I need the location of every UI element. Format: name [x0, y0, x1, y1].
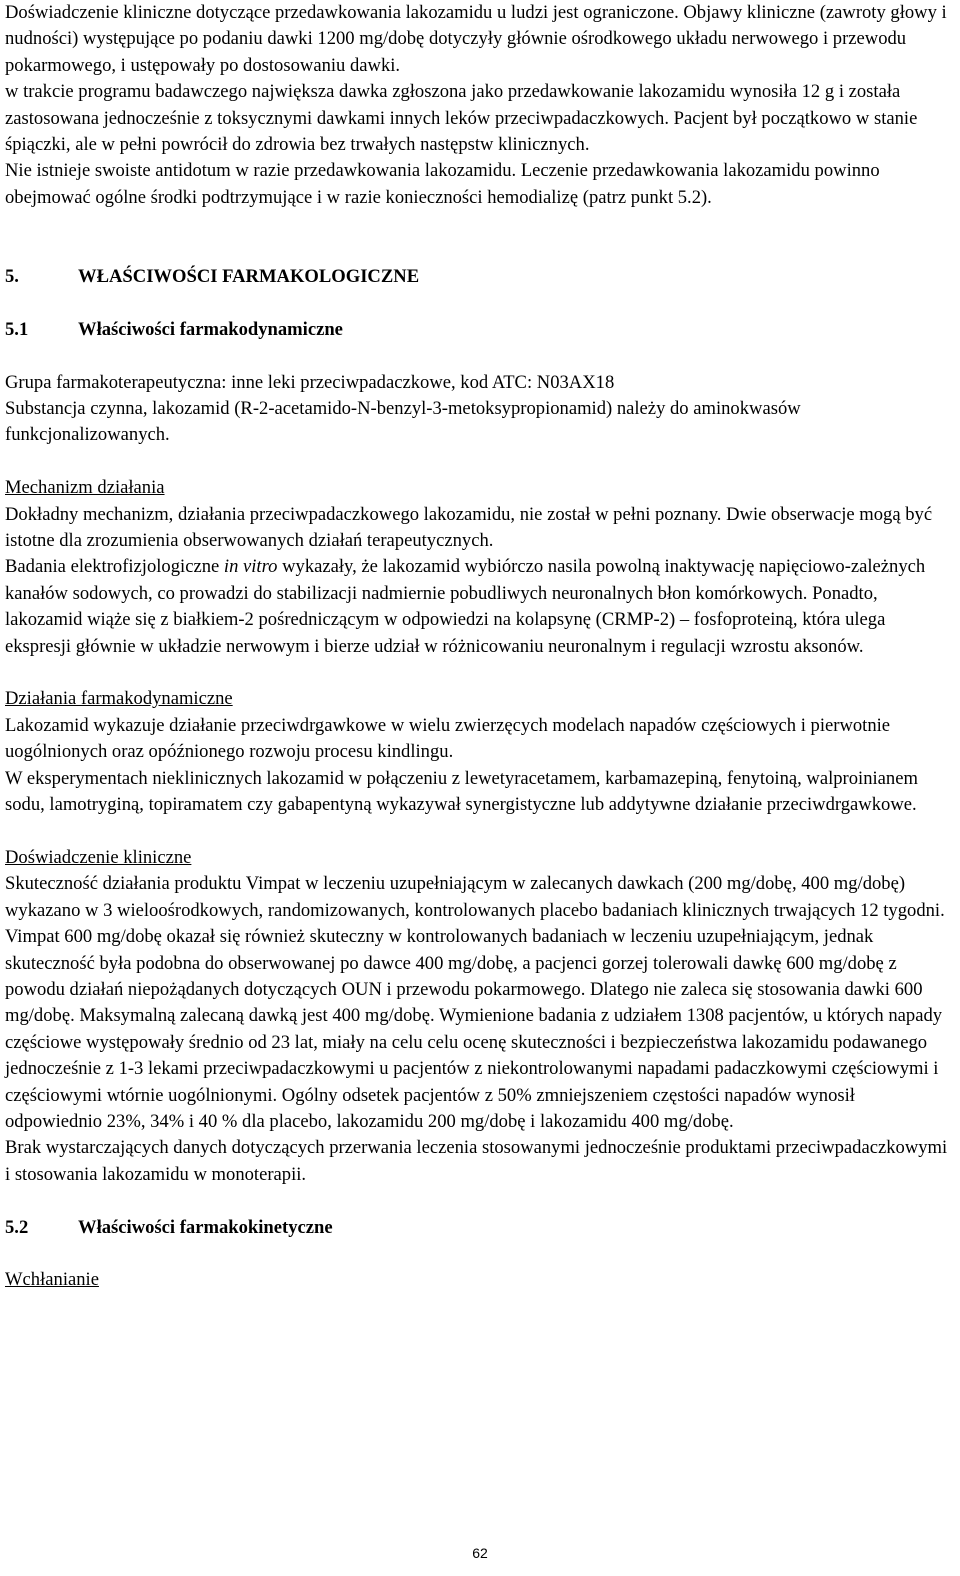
mechanism-p2-rest: wykazały, że lakozamid wybiórczo nasila powolną inaktywację napięciowo-zależnych kanałów sodowych, co prowadzi do stabilizacji nadmiernie pobudliwych neuronalnych błon komórkowych. Ponadto, lakozamid wiąże się z białkiem-2 pośredniczącym w odpowiedzi na kolapsynę (CRMP-2) – fosfoproteiną, która ulega ekspresji głównie w układzie nerwowym i bierze udział w różnicowaniu neuronalnym i regulacji wzrostu aksonów. — [5, 556, 926, 657]
active-substance: Substancja czynna, lakozamid (R-2-acetamido-N-benzyl-3-metoksypropionamid) należy do aminokwasów funkcjonalizowanych. — [5, 398, 801, 446]
overdose-paragraph-2: w trakcie programu badawczego największa dawka zgłoszona jako przedawkowanie lakozamidu wynosiła 12 g i została zastosowana jednocześnie z toksycznymi dawkami innych leków przeciwpadaczkowych. Pacjent był początkowo w stanie śpiączki, ale w pełni powrócił do zdrowia bez trwałych następstw klinicznych. — [5, 81, 918, 156]
mechanism-paragraph-1: Dokładny mechanizm, działania przeciwpadaczkowego lakozamidu, nie został w pełni poznany. Dwie obserwacje mogą być istotne dla zrozumienia obserwowanych działań terapeutycznych. — [5, 503, 933, 552]
section-5-heading — [5, 264, 955, 290]
in-vitro-italic: in vitro — [223, 556, 278, 578]
section-5-1-title: Właściwości farmakodynamiczne — [78, 318, 343, 340]
mechanism-paragraph-2 — [5, 554, 955, 660]
mechanism-heading: Mechanizm działania — [5, 477, 165, 499]
pharmacodynamic-heading: Działania farmakodynamiczne — [5, 688, 233, 710]
pharmacodynamic-paragraph-2: W eksperymentach nieklinicznych lakozamid w połączeniu z lewetyracetamem, karbamazepiną, fenytoiną, walproinianem sodu, lamotryginą, topiramatem czy gabapentyną wykazywał synergistyczne lub addytywne działanie przeciwdrgawkowe. — [5, 767, 918, 816]
pharmacotherapeutic-group: Grupa farmakoterapeutyczna: inne leki przeciwpadaczkowe, kod ATC: N03AX18 — [5, 371, 615, 393]
clinical-paragraph-2: Brak wystarczających danych dotyczących przerwania leczenia stosowanymi jednocześnie produktami przeciwpadaczkowymi i stosowania lakozamidu w monoterapii. — [5, 1137, 948, 1185]
section-5-number: 5. — [5, 266, 19, 288]
section-5-title: WŁAŚCIWOŚCI FARMAKOLOGICZNE — [78, 266, 420, 288]
pharmacodynamic-paragraph-1: Lakozamid wykazuje działanie przeciwdrgawkowe w wielu zwierzęcych modelach napadów częściowych i pierwotnie uogólnionych oraz opóźnionego rozwoju procesu kindlingu. — [5, 714, 891, 763]
section-5-1-number: 5.1 — [5, 318, 29, 340]
mechanism-p2-start: Badania elektrofizjologiczne — [5, 556, 224, 578]
page-number: 62 — [472, 1545, 488, 1561]
section-5-2-heading — [5, 1215, 955, 1241]
section-5-2-number: 5.2 — [5, 1216, 29, 1238]
clinical-paragraph-1: Skuteczność działania produktu Vimpat w leczeniu uzupełniającym w zalecanych dawkach (200 mg/dobę, 400 mg/dobę) wykazano w 3 wieloośrodkowych, randomizowanych, kontrolowanych placebo badaniach klinicznych trwających 12 tygodni. Vimpat 600 mg/dobę okazał się również skuteczny w kontrolowanych badaniach w leczeniu uzupełniającym, jednak skuteczność była podobna do obserwowanej po dawce 400 mg/dobę, a pacjenci gorzej tolerowali dawkę 600 mg/dobę z powodu działań niepożądanych dotyczących OUN i przewodu pokarmowego. Dlatego nie zaleca się stosowania dawki 600 mg/dobę. Maksymalną zalecaną dawką jest 400 mg/dobę. Wymienione badania z udziałem 1308 pacjentów, u których napady częściowe występowały średnio od 23 lat, miały na celu celu ocenę skuteczności i bezpieczeństwa lakozamidu podawanego jednocześnie z 1-3 lekami przeciwpadaczkowymi u pacjentów z niekontrolowanymi napadami padaczkowymi częściowymi i częściowymi wtórnie uogólnionymi. Ogólny odsetek pacjentów z 50% zmniejszeniem częstości napadów wynosił odpowiednio 23%, 34% i 40 % dla placebo, lakozamidu 200 mg/dobę i lakozamidu 400 mg/dobę. — [5, 873, 945, 1132]
overdose-paragraph-1: Doświadczenie kliniczne dotyczące przedawkowania lakozamidu u ludzi jest ograniczone. Objawy kliniczne (zawroty głowy i nudności) występujące po podaniu dawki 1200 mg/dobę dotyczyły głównie ośrodkowego układu nerwowego i przewodu pokarmowego, i ustępowały po dostosowaniu dawki. — [5, 2, 947, 76]
document-page — [5, 0, 955, 1294]
clinical-heading: Doświadczenie kliniczne — [5, 846, 192, 868]
overdose-paragraph-3: Nie istnieje swoiste antidotum w razie przedawkowania lakozamidu. Leczenie przedawkowania lakozamidu powinno obejmować ogólne środki podtrzymujące i w razie konieczności hemodializę (patrz punkt 5.2). — [5, 160, 880, 208]
section-5-2-title: Właściwości farmakokinetyczne — [78, 1216, 333, 1238]
absorption-heading: Wchłanianie — [5, 1269, 99, 1291]
section-5-1-heading — [5, 317, 955, 343]
